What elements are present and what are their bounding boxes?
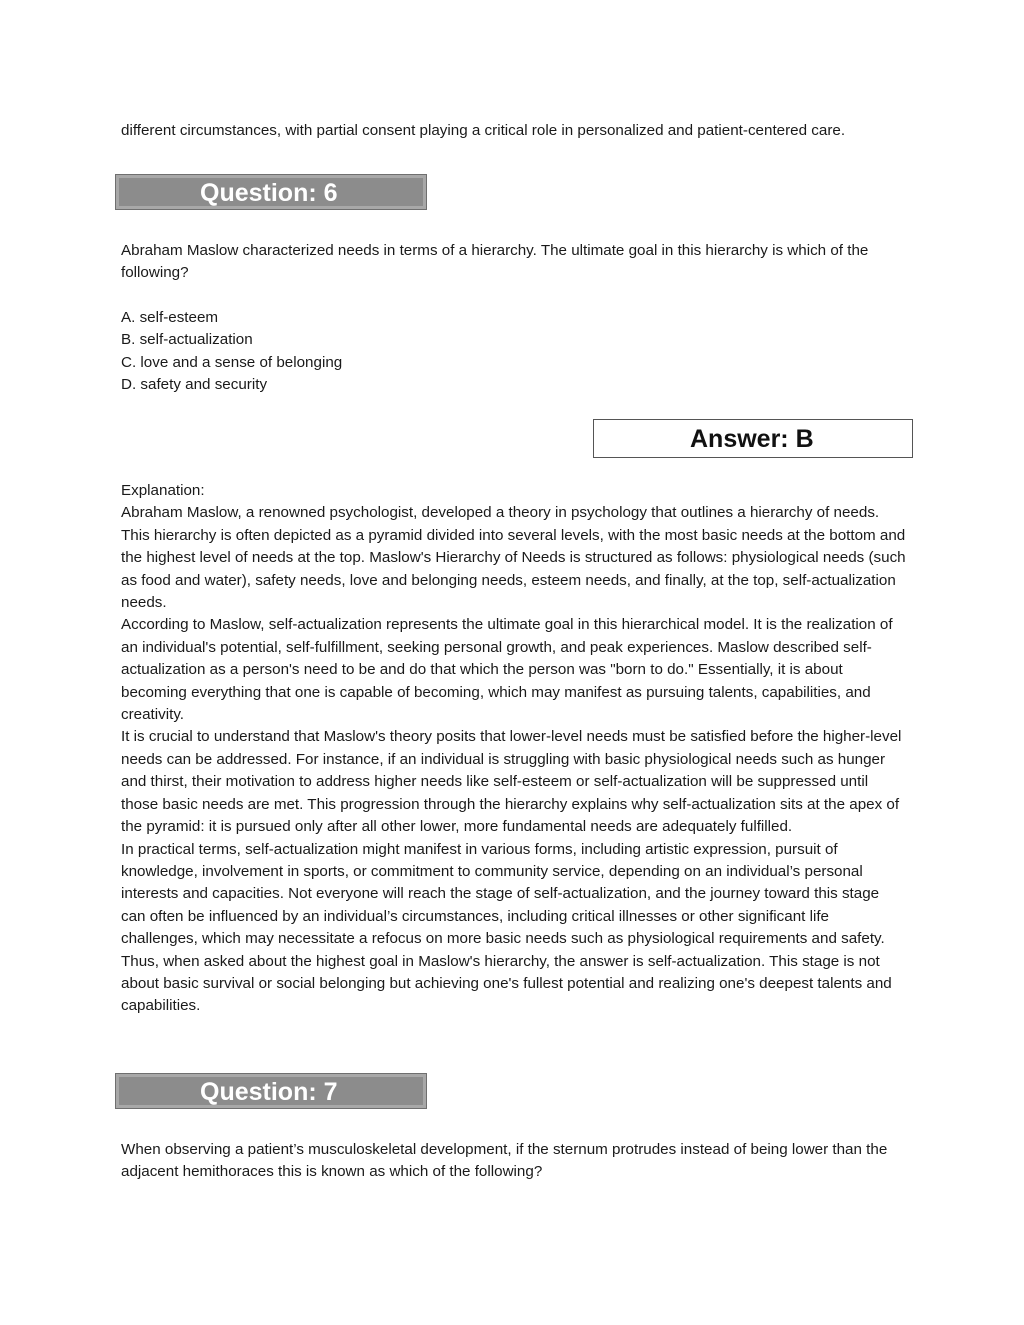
intro-text: different circumstances, with partial consent playing a critical role in personalized and patient-centered care. — [121, 122, 846, 139]
explanation-paragraph: Abraham Maslow, a renowned psychologist, developed a theory in psychology that outlines a hierarchy of needs. This hierarchy is often depicted as a pyramid divided into several levels, with the most basic needs at the bottom and the highest level of needs at the top. Maslow's Hierarchy of Needs is structured as follows: physiological needs (such as food and water), safety needs, love and belonging needs, esteem needs, and finally, at the top, self-actualization needs. — [121, 504, 906, 612]
option-c: C. love and a sense of belonging — [121, 353, 343, 371]
answer-label: Answer: B — [690, 425, 814, 453]
explanation-label: Explanation: — [121, 482, 205, 499]
explanation-paragraph: Thus, when asked about the highest goal in Maslow's hierarchy, the answer is self-actualization. This stage is not about basic survival or social belonging but achieving one's fullest potential and realizing one's deepest talents and capabilities. — [121, 952, 892, 1015]
explanation-paragraph: It is crucial to understand that Maslow's theory posits that lower-level needs must be satisfied before the higher-level needs can be addressed. For instance, if an individual is struggling with basic physiological needs such as hunger and thirst, their motivation to address higher needs like self-esteem or self-actualization will be suppressed until those basic needs are met. This progression through the hierarchy explains why self-actualization sits at the apex of the pyramid: it is pursued only after all other lower, more fundamental needs are adequately fulfilled. — [121, 728, 902, 836]
explanation — [121, 480, 907, 1018]
option-d: D. safety and security — [121, 376, 268, 394]
answer-box — [593, 419, 913, 458]
question-7-title: Question: 7 — [200, 1078, 338, 1106]
question-6-banner — [115, 174, 427, 210]
option-b: B. self-actualization — [121, 331, 253, 349]
question-6-options — [121, 307, 907, 397]
explanation-paragraph: According to Maslow, self-actualization represents the ultimate goal in this hierarchical model. It is the realization of an individual's potential, self-fulfillment, seeking personal growth, and peak experiences. Maslow described self-actualization as a person's need to be and do that which the person was "born to do." Essentially, it is about becoming everything that one is capable of becoming, which may manifest as pursuing talents, capabilities, and creativity. — [121, 616, 893, 724]
question-6-title: Question: 6 — [200, 179, 338, 207]
option-a: A. self-esteem — [121, 309, 219, 326]
question-6-prompt: Abraham Maslow characterized needs in terms of a hierarchy. The ultimate goal in this hierarchy is which of the following? — [121, 242, 869, 282]
question-7-prompt: When observing a patient’s musculoskeletal development, if the sternum protrudes instead of being lower than the adjacent hemithoraces this is known as which of the following? — [121, 1141, 888, 1181]
explanation-paragraph: In practical terms, self-actualization might manifest in various forms, including artistic expression, pursuit of knowledge, involvement in sports, or commitment to community service, depending on an individual’s personal interests and capacities. Not everyone will reach the stage of self-actualization, and the journey toward this stage can often be influenced by an individual’s circumstances, including critical illnesses or other significant life challenges, which may necessitate a refocus on more basic needs such as physiological requirements and safety. — [121, 840, 885, 948]
question-7-banner — [115, 1073, 427, 1109]
